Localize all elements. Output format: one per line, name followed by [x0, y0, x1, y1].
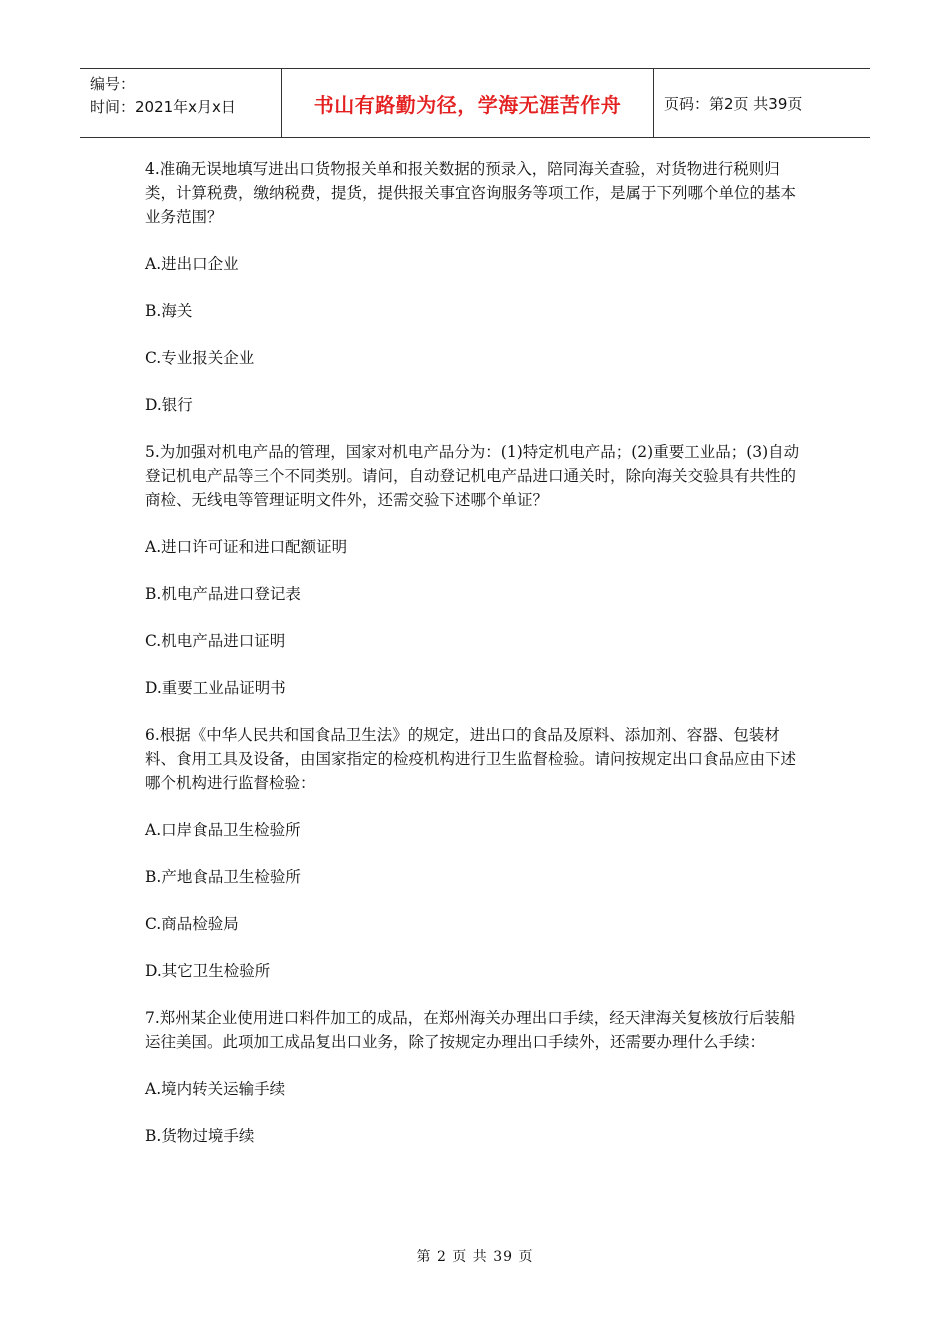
question-option: D.银行	[145, 396, 193, 414]
document-number-label: 编号：	[90, 75, 136, 93]
question-text: 5.为加强对机电产品的管理，国家对机电产品分为：(1)特定机电产品；(2)重要工业品；(3)自动登记机电产品等三个不同类别。请问，自动登记机电产品进口通关时，除向海关交验具有共性的商检、无线电等管理证明文件外，还需交验下述哪个单证？	[145, 443, 800, 509]
page-footer: 第 2 页 共 39 页	[416, 1249, 534, 1265]
question-block	[145, 723, 810, 983]
question-option: A.进口许可证和进口配额证明	[145, 538, 348, 556]
question-option: A.境内转关运输手续	[145, 1080, 286, 1098]
question-option: C.机电产品进口证明	[145, 632, 286, 650]
question-option: A.口岸食品卫生检验所	[145, 821, 301, 839]
question-text: 7.郑州某企业使用进口料件加工的成品，在郑州海关办理出口手续，经天津海关复核放行后装船运往美国。此项加工成品复出口业务，除了按规定办理出口手续外，还需要办理什么手续：	[145, 1009, 796, 1051]
page-header	[80, 68, 870, 138]
header-page-info: 页码：第2页 共39页	[664, 94, 803, 113]
question-text: 6.根据《中华人民共和国食品卫生法》的规定，进出口的食品及原料、添加剂、容器、包装材料、食用工具及设备，由国家指定的检疫机构进行卫生监督检验。请问按规定出口食品应由下述哪个机构进行监督检验：	[145, 726, 797, 792]
question-list	[145, 157, 810, 1171]
question-option: A.进出口企业	[145, 255, 239, 273]
question-block	[145, 440, 810, 700]
question-option: C.商品检验局	[145, 915, 239, 933]
header-motto-cell	[281, 69, 654, 137]
question-option: B.产地食品卫生检验所	[145, 868, 301, 886]
question-block	[145, 157, 810, 417]
question-text: 4.准确无误地填写进出口货物报关单和报关数据的预录入，陪同海关查验，对货物进行税则归类，计算税费，缴纳税费，提货，提供报关事宜咨询服务等项工作，是属于下列哪个单位的基本业务范围？	[145, 160, 797, 226]
header-page-info-cell	[654, 69, 870, 137]
question-option: D.重要工业品证明书	[145, 679, 286, 697]
header-meta	[80, 69, 281, 137]
question-block	[145, 1006, 810, 1148]
question-option: B.货物过境手续	[145, 1127, 255, 1145]
question-option: D.其它卫生检验所	[145, 962, 271, 980]
document-time: 时间：2021年x月x日	[90, 98, 236, 116]
question-option: B.海关	[145, 302, 193, 320]
question-option: C.专业报关企业	[145, 349, 255, 367]
header-motto: 书山有路勤为径，学海无涯苦作舟	[313, 92, 622, 117]
question-option: B.机电产品进口登记表	[145, 585, 301, 603]
